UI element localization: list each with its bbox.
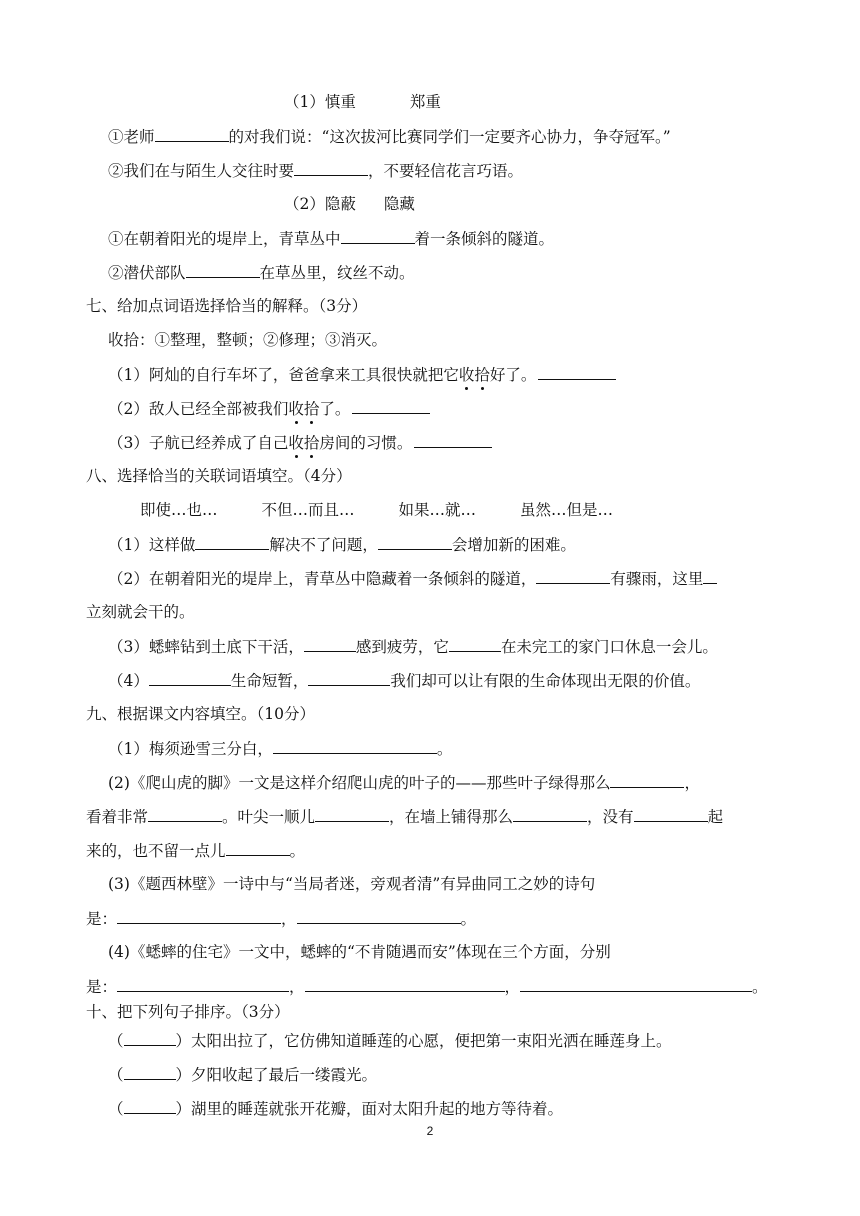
question-text: 房间的习惯。 (319, 434, 413, 452)
answer-blank[interactable] (610, 772, 684, 788)
section-8-title: 八、选择恰当的关联词语填空。（4分） (86, 467, 352, 485)
question-text: ， (504, 978, 521, 996)
order-blank[interactable] (124, 1098, 176, 1114)
s9-question-2 (108, 772, 700, 793)
s8-question-1 (108, 534, 576, 555)
s7-question-3 (108, 432, 492, 453)
s6-g1-question-2 (108, 160, 523, 181)
question-text: ， (684, 774, 700, 792)
answer-blank[interactable] (226, 840, 290, 856)
answer-blank[interactable] (536, 568, 610, 584)
question-text: （3）蟋蟀钻到土底下干活， (108, 638, 304, 656)
answer-blank[interactable] (378, 534, 452, 550)
answer-blank[interactable] (294, 160, 368, 176)
answer-blank[interactable] (149, 670, 231, 686)
answer-blank[interactable] (297, 908, 461, 924)
question-text: 。叶尖一顺儿 (222, 808, 316, 826)
question-text: 。 (436, 740, 453, 758)
s7-definition: 收拾：①整理，整顿；②修理；③消灭。 (108, 331, 388, 349)
question-text: （3）子航已经养成了自己 (108, 434, 289, 452)
answer-blank[interactable] (304, 636, 356, 652)
question-text: ，没有 (587, 808, 634, 826)
s9-question-3: (3)《题西林壁》一诗中与“当局者迷，旁观者清”有异曲同工之妙的诗句 (108, 875, 596, 893)
question-text: （2）在朝着阳光的堤岸上，青草丛中隐藏着一条倾斜的隧道， (108, 570, 537, 588)
question-text: 。 (460, 910, 477, 928)
question-text: 的对我们说：“这次拔河比赛同学们一定要齐心协力，争夺冠军。” (228, 128, 671, 146)
question-text: ，在墙上铺得那么 (389, 808, 514, 826)
s6-g1-question-1 (108, 126, 671, 147)
question-text: ， (281, 910, 297, 928)
dotted-word: 拾 (303, 400, 320, 418)
s8-question-4 (108, 670, 700, 691)
s9-question-1 (108, 738, 452, 759)
sentence-text: 太阳出拉了，它仿佛知道睡莲的心愿，便把第一束阳光洒在睡莲身上。 (191, 1032, 672, 1050)
question-text: ①在朝着阳光的堤岸上，青草丛中 (108, 230, 341, 248)
answer-blank[interactable] (186, 262, 260, 278)
section-9-title: 九、根据课文内容填空。（10分） (86, 705, 315, 723)
conjunction-option: 虽然…但是… (520, 501, 614, 519)
bracket: （ (108, 1100, 124, 1118)
s8-options (140, 500, 613, 520)
s10-item-3 (108, 1098, 563, 1119)
question-text: 。 (289, 842, 306, 860)
question-text: ，不要轻信花言巧语。 (368, 162, 524, 180)
answer-blank[interactable] (155, 126, 229, 142)
question-text: 是： (86, 978, 118, 996)
answer-blank[interactable] (538, 364, 616, 380)
answer-blank[interactable] (117, 976, 289, 992)
dotted-word: 拾 (474, 366, 490, 384)
answer-blank[interactable] (634, 806, 708, 822)
page-number: 2 (426, 1124, 434, 1138)
answer-blank[interactable] (117, 908, 281, 924)
answer-blank[interactable] (195, 534, 269, 550)
word-option: （2）隐蔽 (284, 195, 356, 213)
question-text: 我们却可以让有限的生命体现出无限的价值。 (390, 672, 701, 690)
question-text: （1）这样做 (108, 536, 196, 554)
answer-blank[interactable] (341, 228, 415, 244)
answer-blank[interactable] (352, 398, 430, 414)
bracket: ） (175, 1100, 192, 1118)
section-10-title: 十、把下列句子排序。（3分） (86, 1003, 290, 1021)
question-text: (2)《爬山虎的脚》一文是这样介绍爬山虎的叶子的——那些叶子绿得那么 (108, 774, 611, 792)
word-option: （1）慎重 (284, 93, 356, 111)
s9-question-2-line3 (86, 840, 305, 861)
s9-question-3-line2 (86, 908, 476, 929)
dotted-word: 收 (458, 366, 475, 384)
question-text: 着一条倾斜的隧道。 (414, 230, 555, 248)
answer-blank[interactable] (414, 432, 492, 448)
question-text: 感到疲劳，它 (355, 638, 449, 656)
question-text: 了。 (319, 400, 351, 418)
s7-question-2 (108, 398, 430, 419)
s6-group2-header (284, 194, 415, 214)
question-text: （2）敌人已经全部被我们 (108, 400, 289, 418)
question-text: 解决不了问题， (269, 536, 378, 554)
bracket: ） (175, 1066, 192, 1084)
answer-blank[interactable] (703, 568, 717, 584)
s8-question-2 (108, 568, 717, 589)
question-text: ， (289, 978, 305, 996)
dotted-word: 拾 (303, 434, 320, 452)
dotted-word: 收 (288, 400, 304, 418)
s9-question-2-line2 (86, 806, 723, 827)
conjunction-option: 即使…也… (140, 501, 218, 519)
bracket: （ (108, 1032, 124, 1050)
answer-blank[interactable] (305, 976, 505, 992)
question-text: （1）梅须逊雪三分白， (108, 740, 273, 758)
answer-blank[interactable] (513, 806, 587, 822)
question-text: （4） (108, 672, 149, 690)
question-text: （1）阿灿的自行车坏了，爸爸拿来工具很快就把它 (108, 366, 459, 384)
s9-question-4-line2 (86, 976, 768, 997)
sentence-text: 湖里的睡莲就张开花瓣，面对太阳升起的地方等待着。 (191, 1100, 564, 1118)
question-text: ②潜伏部队 (108, 264, 186, 282)
order-blank[interactable] (124, 1030, 176, 1046)
s6-g2-question-2 (108, 262, 415, 283)
answer-blank[interactable] (449, 636, 501, 652)
dotted-word: 收 (288, 434, 304, 452)
question-text: 看着非常 (86, 808, 149, 826)
conjunction-option: 如果…就… (398, 501, 477, 519)
question-text: 起 (707, 808, 724, 826)
order-blank[interactable] (124, 1064, 176, 1080)
s10-item-2 (108, 1064, 377, 1085)
question-text: 是： (86, 910, 118, 928)
section-7-title: 七、给加点词语选择恰当的解释。（3分） (86, 297, 368, 315)
s10-item-1 (108, 1030, 672, 1051)
sentence-text: 夕阳收起了最后一缕霞光。 (191, 1066, 378, 1084)
question-text: 有骤雨，这里 (610, 570, 704, 588)
word-option: 隐藏 (383, 195, 415, 213)
s7-question-1 (108, 364, 616, 385)
question-text: 在草丛里，纹丝不动。 (259, 264, 415, 282)
answer-blank[interactable] (148, 806, 222, 822)
s8-question-2-cont: 立刻就会干的。 (86, 603, 195, 621)
s6-g2-question-1 (108, 228, 554, 249)
bracket: ） (175, 1032, 192, 1050)
question-text: 好了。 (489, 366, 537, 384)
answer-blank[interactable] (315, 806, 389, 822)
answer-blank[interactable] (520, 976, 752, 992)
question-text: 会增加新的困难。 (451, 536, 576, 554)
conjunction-option: 不但…而且… (261, 501, 355, 519)
question-text: 来的，也不留一点儿 (86, 842, 226, 860)
answer-blank[interactable] (273, 738, 437, 754)
word-option: 郑重 (409, 93, 441, 111)
question-text: ②我们在与陌生人交往时要 (108, 162, 295, 180)
answer-blank[interactable] (308, 670, 390, 686)
question-text: ①老师 (108, 128, 155, 146)
s6-group1-header (284, 92, 441, 112)
question-text: 生命短暂， (230, 672, 309, 690)
bracket: （ (108, 1066, 124, 1084)
question-text: 在未完工的家门口休息一会儿。 (500, 638, 718, 656)
s9-question-4: (4)《蟋蟀的住宅》一文中，蟋蟀的“不肯随遇而安”体现在三个方面，分别 (108, 943, 611, 961)
s8-question-3 (108, 636, 718, 657)
question-text: 。 (752, 978, 768, 996)
